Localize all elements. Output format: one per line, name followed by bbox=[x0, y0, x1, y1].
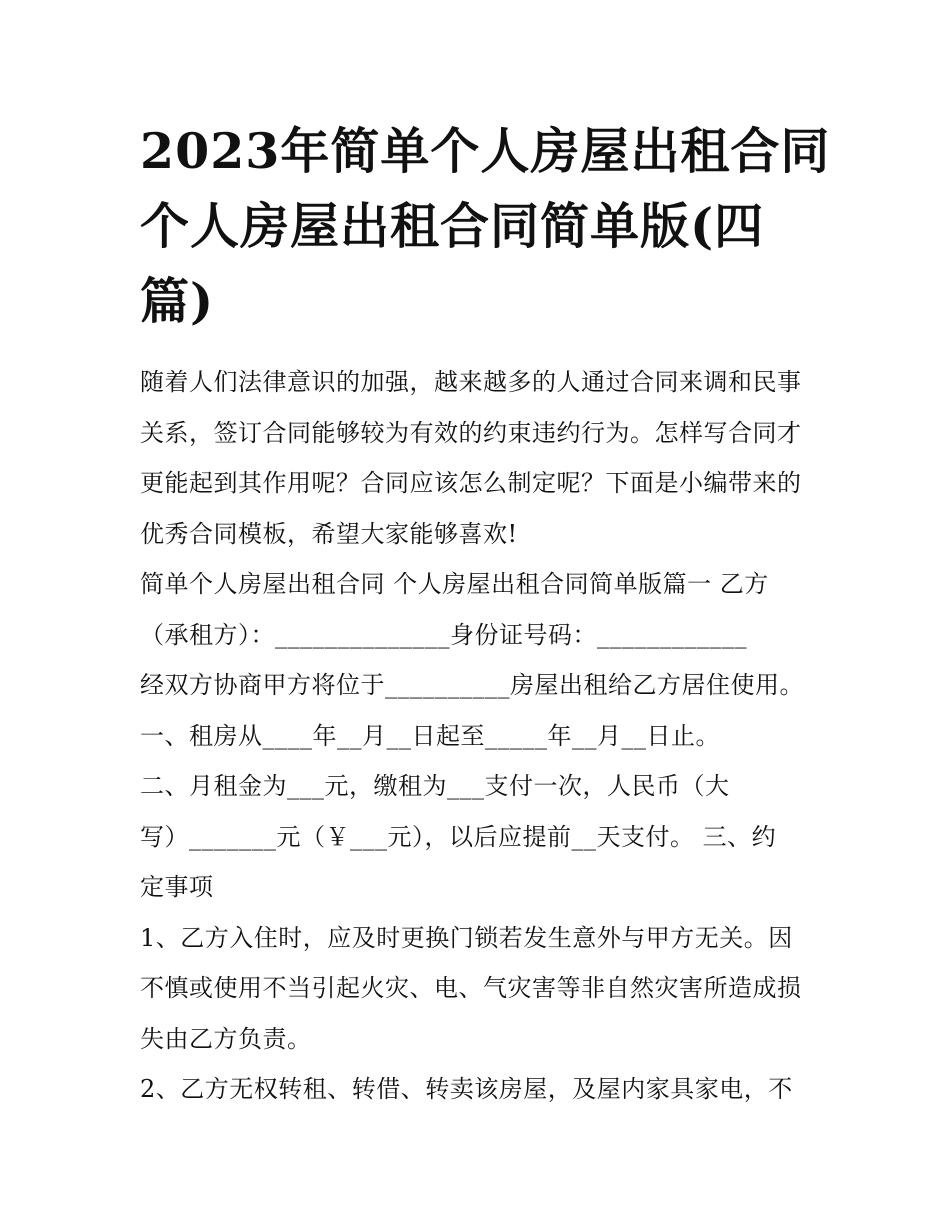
intro-line-2: 关系，签订合同能够较为有效的约束违约行为。怎样写合同才 bbox=[140, 418, 802, 447]
item-1-line-2: 不慎或使用不当引起火灾、电、气灾害等非自然灾害所造成损 bbox=[140, 974, 802, 1002]
contract-heading-line: 简单个人房屋出租合同 个人房屋出租合同简单版篇一 乙方 bbox=[140, 570, 769, 598]
document-title bbox=[140, 114, 831, 339]
clause-3-heading-line: 定事项 bbox=[140, 873, 214, 901]
title-line-2: 个人房屋出租合同简单版(四 bbox=[140, 197, 765, 255]
item-1-line-3: 失由乙方负责。 bbox=[140, 1024, 312, 1053]
item-1-line-1: 1、乙方入住时，应及时更换门锁若发生意外与甲方无关。因 bbox=[140, 923, 793, 952]
title-line-3: 篇) bbox=[140, 272, 215, 330]
intro-line-3: 更能起到其作用呢？合同应该怎么制定呢？下面是小编带来的 bbox=[140, 469, 802, 497]
document-body bbox=[140, 357, 820, 1115]
intro-line-1: 随着人们法律意识的加强，越来越多的人通过合同来调和民事 bbox=[140, 368, 802, 396]
tenant-id-line: （承租方）：______________身份证号码：____________ bbox=[140, 620, 747, 649]
title-line-1: 2023年简单个人房屋出租合同 bbox=[140, 122, 831, 180]
clause-1-term-line: 一、租房从____年__月__日起至_____年__月__日止。 bbox=[140, 721, 720, 750]
intro-line-4: 优秀合同模板，希望大家能够喜欢! bbox=[140, 519, 518, 548]
property-location-line: 经双方协商甲方将位于__________房屋出租给乙方居住使用。 bbox=[140, 671, 804, 699]
item-2-line-1: 2、乙方无权转租、转借、转卖该房屋，及屋内家具家电，不 bbox=[140, 1075, 793, 1103]
clause-2-rent-line: 二、月租金为___元，缴租为___支付一次，人民币（大 bbox=[140, 772, 730, 800]
clause-2-amount-line: 写）_______元（￥___元），以后应提前__天支付。 三、约 bbox=[140, 822, 777, 851]
